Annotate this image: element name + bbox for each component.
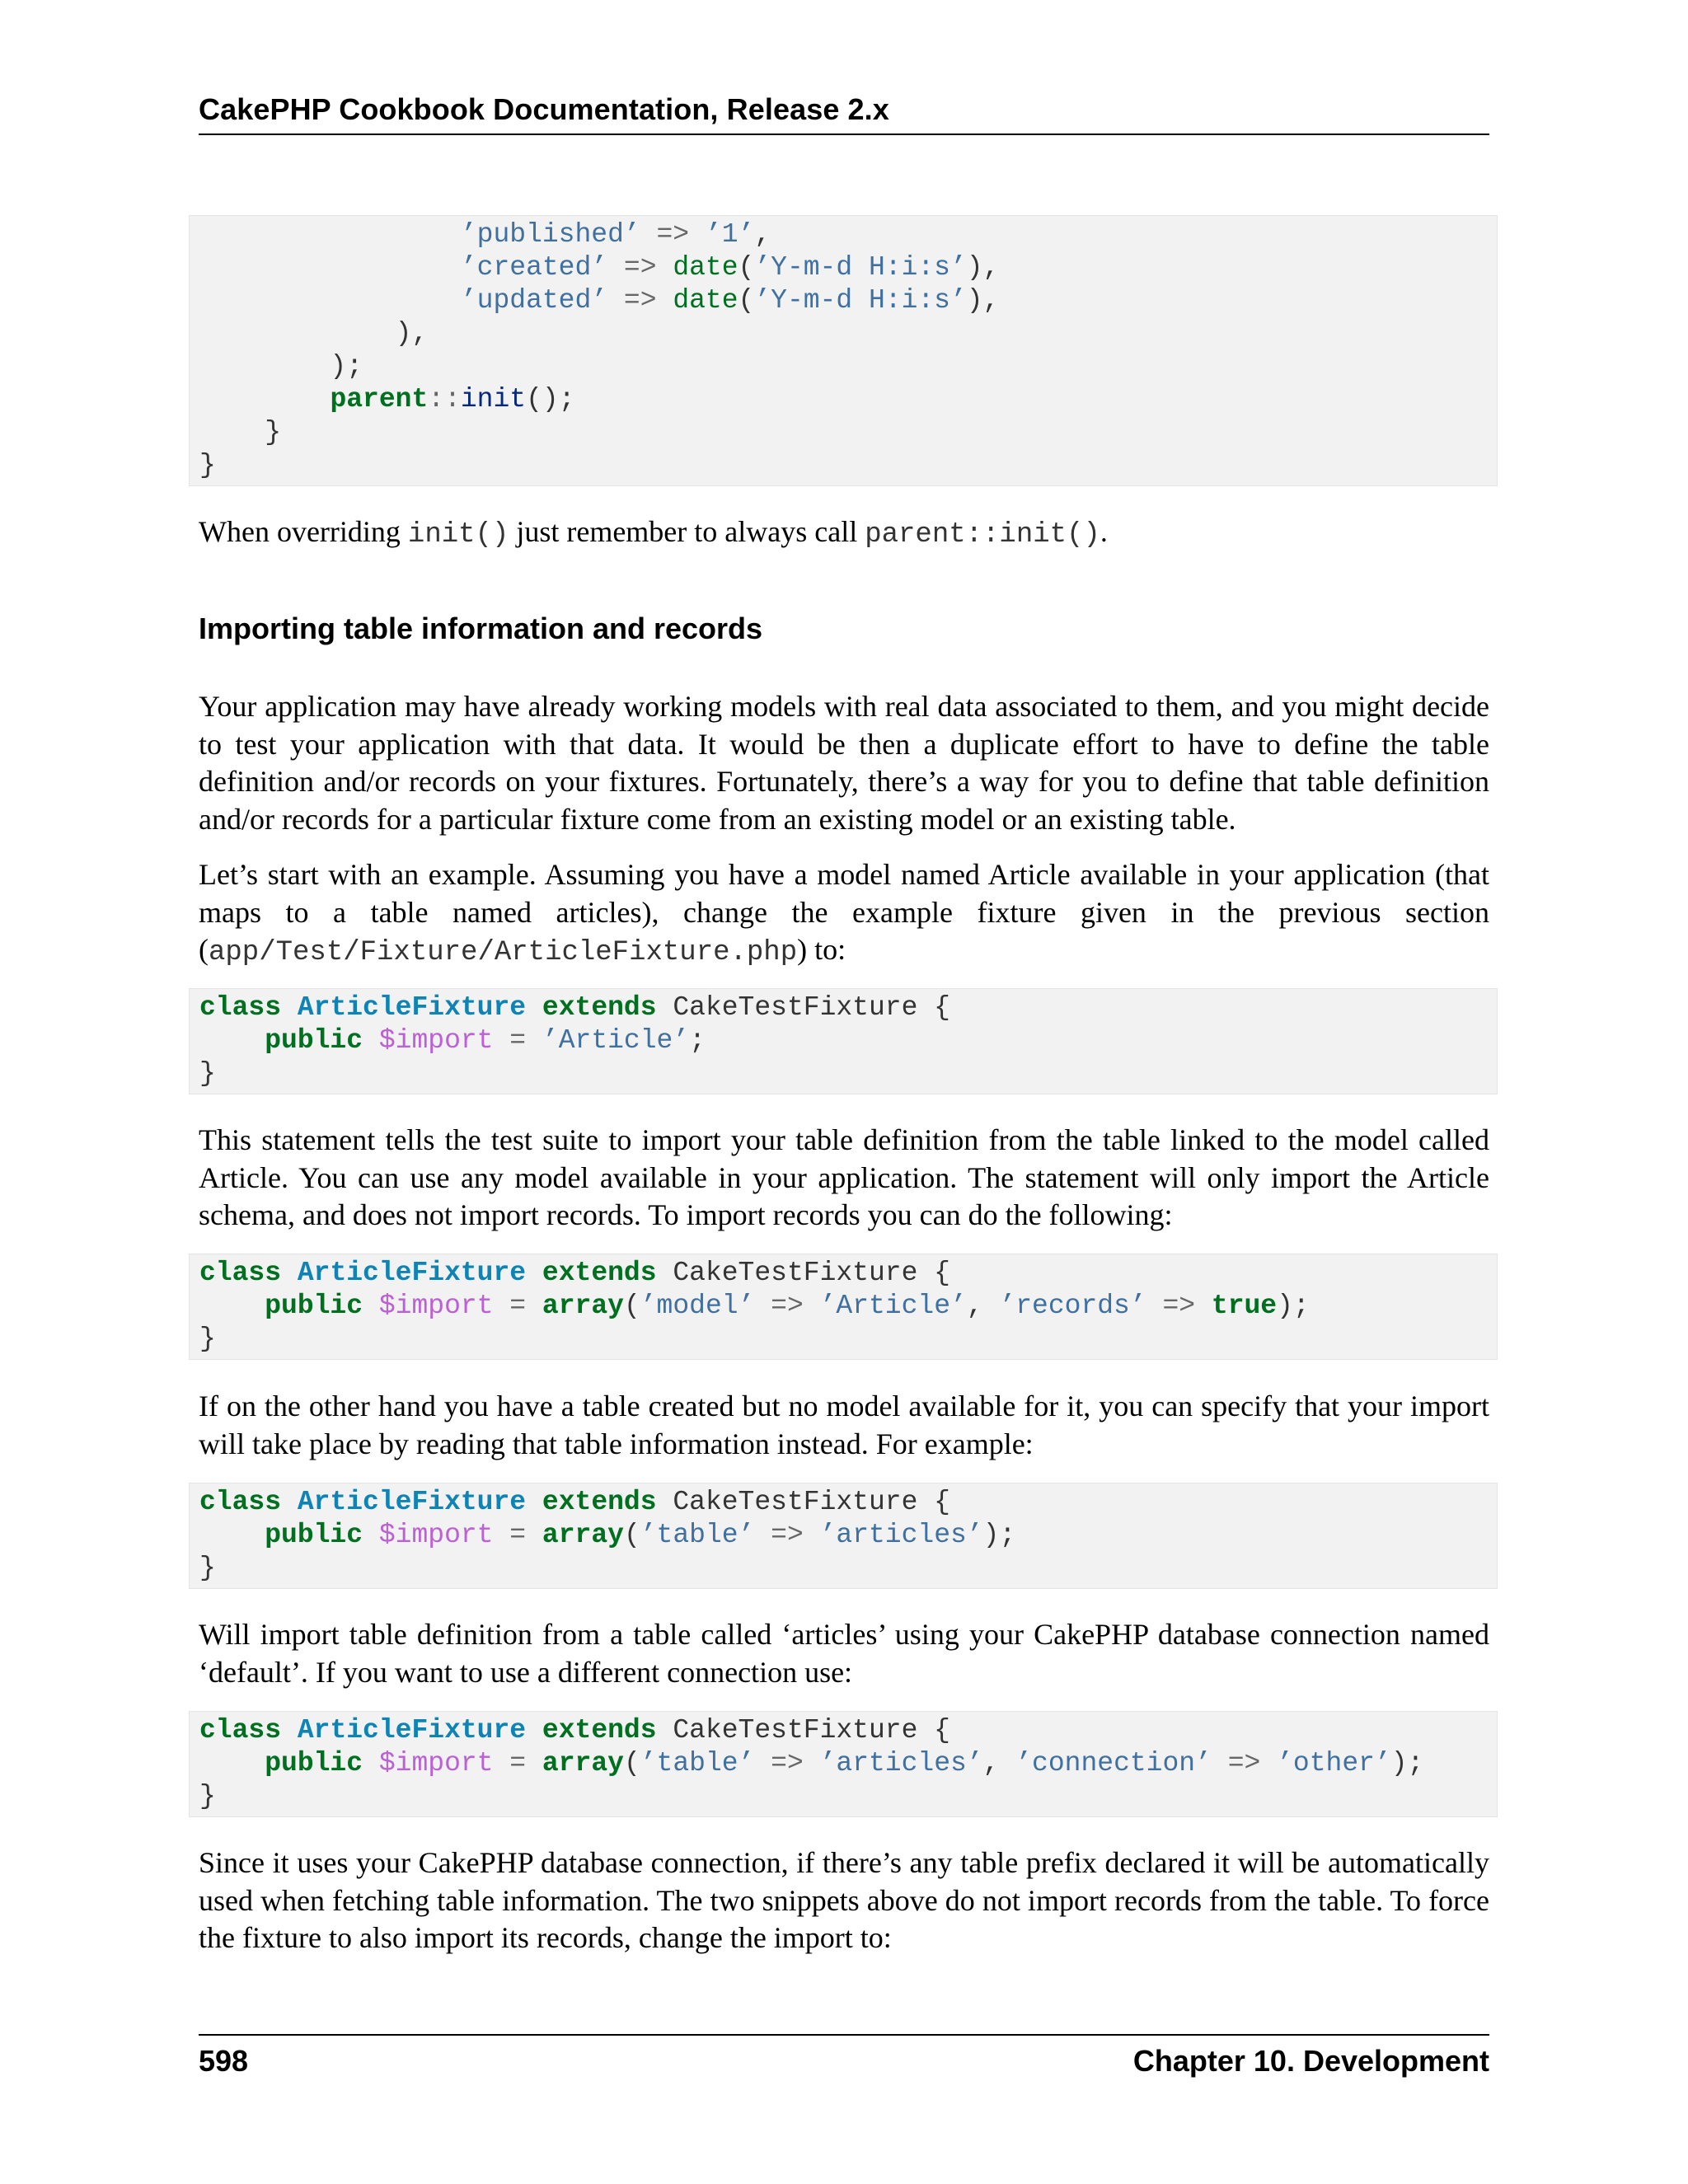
code-token bbox=[526, 1487, 542, 1517]
paragraph-statement: This statement tells the test suite to import your table definition from the table linked to the model called Article. You can use any model available in your application. The statement will only import the Article schema, and does not import records. To import records you can do the following: bbox=[199, 1123, 1489, 1231]
code-token: extends bbox=[542, 1487, 657, 1517]
code-block-import-connection bbox=[189, 1711, 1498, 1817]
code-line bbox=[199, 284, 1497, 317]
code-token: ’Y-m-d H:i:s’ bbox=[754, 285, 967, 316]
code-token: ’connection’ bbox=[1015, 1748, 1212, 1779]
code-line bbox=[199, 218, 1497, 251]
code-token: ArticleFixture bbox=[297, 992, 527, 1023]
paragraph-intro: Your application may have already working models with real data associated to them, and you might decide to test your application with that data. It would be then a duplicate effort to have to define the table definition and/or records on your fixtures. Fortunately, there’s a way for you to define that table definition and/or records for a particular fixture come from an existing model or an existing table. bbox=[199, 690, 1489, 836]
code-token: = bbox=[493, 1025, 542, 1056]
code-line bbox=[199, 317, 1497, 350]
code-token bbox=[199, 219, 461, 250]
code-token bbox=[199, 1291, 265, 1321]
code-token: => bbox=[640, 219, 706, 250]
code-token: ArticleFixture bbox=[297, 1715, 527, 1746]
code-token: ’articles’ bbox=[819, 1520, 983, 1550]
code-token: ); bbox=[1277, 1291, 1310, 1321]
code-line bbox=[199, 1323, 1497, 1356]
code-token: ), bbox=[966, 285, 1000, 316]
code-token: array bbox=[542, 1520, 624, 1550]
code-token: extends bbox=[542, 1258, 657, 1288]
code-block-import-records bbox=[189, 1254, 1498, 1360]
code-line bbox=[199, 1486, 1497, 1519]
running-header-title: CakePHP Cookbook Documentation, Release 2.x bbox=[199, 92, 889, 126]
code-token bbox=[281, 992, 298, 1023]
code-line bbox=[199, 350, 1497, 383]
inline-code-fixture-path: app/Test/Fixture/ArticleFixture.php bbox=[209, 937, 798, 968]
example-text-1: Let’s start with an example. Assuming you have a model named Article available in your application (that maps to a table named articles), change the example fixture given in the previous section ( bbox=[199, 858, 1489, 966]
code-block-import-table bbox=[189, 1483, 1498, 1589]
code-token: => bbox=[607, 252, 673, 283]
code-token: public bbox=[265, 1748, 363, 1779]
code-token: } bbox=[199, 1058, 216, 1089]
code-token: class bbox=[199, 1715, 282, 1746]
code-token: , bbox=[982, 1748, 1016, 1779]
code-token bbox=[363, 1520, 379, 1550]
code-line bbox=[199, 1024, 1497, 1057]
section-heading: Importing table information and records bbox=[199, 612, 763, 645]
code-token: extends bbox=[542, 1715, 657, 1746]
code-token bbox=[199, 1520, 265, 1550]
code-token: class bbox=[199, 1487, 282, 1517]
code-line bbox=[199, 1290, 1497, 1323]
code-token: ’Y-m-d H:i:s’ bbox=[754, 252, 967, 283]
code-token: extends bbox=[542, 992, 657, 1023]
code-token bbox=[363, 1291, 379, 1321]
code-line bbox=[199, 1714, 1497, 1747]
code-line bbox=[199, 1747, 1497, 1780]
code-token: date bbox=[673, 252, 738, 283]
paragraph-default-connection: Will import table definition from a table called ‘articles’ using your CakePHP database connection named ‘default’. If you want to use a different connection use: bbox=[199, 1618, 1489, 1689]
code-token: public bbox=[265, 1520, 363, 1550]
code-token: => bbox=[754, 1291, 820, 1321]
code-token: ’created’ bbox=[460, 252, 608, 283]
code-token: ’other’ bbox=[1277, 1748, 1391, 1779]
code-token: ’Article’ bbox=[819, 1291, 967, 1321]
code-token: ); bbox=[982, 1520, 1016, 1550]
code-token: CakeTestFixture { bbox=[656, 1487, 950, 1517]
code-token: class bbox=[199, 1258, 282, 1288]
code-token bbox=[199, 252, 461, 283]
code-token: ); bbox=[199, 351, 363, 382]
code-token: , bbox=[754, 219, 771, 250]
code-line bbox=[199, 1257, 1497, 1290]
code-token: ’1’ bbox=[705, 219, 755, 250]
code-token: class bbox=[199, 992, 282, 1023]
override-note bbox=[199, 513, 1489, 555]
inline-code-init: init() bbox=[407, 519, 509, 551]
code-token: array bbox=[542, 1748, 624, 1779]
paragraph-example bbox=[199, 856, 1489, 972]
chapter-label: Chapter 10. Development bbox=[1132, 2044, 1489, 2078]
code-token: ( bbox=[623, 1748, 640, 1779]
code-token: ( bbox=[623, 1291, 640, 1321]
code-token: (); bbox=[526, 384, 575, 415]
code-token bbox=[199, 384, 330, 415]
code-token: ( bbox=[738, 252, 755, 283]
code-line bbox=[199, 383, 1497, 416]
code-token: ’records’ bbox=[999, 1291, 1146, 1321]
code-token bbox=[363, 1025, 379, 1056]
code-token: ArticleFixture bbox=[297, 1258, 527, 1288]
code-token: ’published’ bbox=[460, 219, 640, 250]
code-token: ’Article’ bbox=[542, 1025, 690, 1056]
code-token: ’table’ bbox=[640, 1748, 755, 1779]
example-text-2: ) to: bbox=[797, 933, 846, 966]
code-line bbox=[199, 416, 1497, 449]
code-token: ’articles’ bbox=[819, 1748, 983, 1779]
code-token: $import bbox=[378, 1025, 494, 1056]
footer-rule bbox=[199, 2034, 1489, 2036]
code-line bbox=[199, 991, 1497, 1024]
code-token: => bbox=[607, 285, 673, 316]
code-token bbox=[199, 1748, 265, 1779]
code-token: => bbox=[1146, 1291, 1212, 1321]
code-line bbox=[199, 251, 1497, 284]
code-token: ), bbox=[966, 252, 1000, 283]
code-token: CakeTestFixture { bbox=[656, 992, 950, 1023]
code-line bbox=[199, 1519, 1497, 1552]
code-token: ’model’ bbox=[640, 1291, 755, 1321]
code-token: :: bbox=[428, 384, 461, 415]
override-text-3: . bbox=[1100, 515, 1108, 548]
code-token: = bbox=[493, 1748, 542, 1779]
code-token: $import bbox=[378, 1748, 494, 1779]
code-token: CakeTestFixture { bbox=[656, 1715, 950, 1746]
code-token: parent bbox=[330, 384, 429, 415]
page-number: 598 bbox=[199, 2044, 249, 2078]
code-line bbox=[199, 1552, 1497, 1585]
code-line bbox=[199, 1780, 1497, 1813]
paragraph-table-prefix: Since it uses your CakePHP database connection, if there’s any table prefix declared it will be automatically used when fetching table information. The two snippets above do not import records from the table. To force the fixture to also import its records, change the import to: bbox=[199, 1846, 1489, 1954]
code-token: } bbox=[199, 1324, 216, 1354]
code-token: } bbox=[199, 1553, 216, 1583]
code-token: $import bbox=[378, 1520, 494, 1550]
code-token: ), bbox=[199, 318, 429, 349]
code-token: array bbox=[542, 1291, 624, 1321]
paragraph-table-import: If on the other hand you have a table created but no model available for it, you can specify that your import will take place by reading that table information instead. For example: bbox=[199, 1390, 1489, 1460]
code-token: ( bbox=[623, 1520, 640, 1550]
code-token: ’table’ bbox=[640, 1520, 755, 1550]
code-token: public bbox=[265, 1025, 363, 1056]
code-token bbox=[526, 992, 542, 1023]
code-token bbox=[199, 285, 461, 316]
inline-code-parent-init: parent::init() bbox=[865, 519, 1100, 551]
code-token: ; bbox=[689, 1025, 706, 1056]
code-token bbox=[281, 1715, 298, 1746]
code-token: } bbox=[199, 1781, 216, 1811]
code-token: public bbox=[265, 1291, 363, 1321]
code-line bbox=[199, 1057, 1497, 1090]
code-token: => bbox=[754, 1748, 820, 1779]
code-token: = bbox=[493, 1520, 542, 1550]
code-token bbox=[526, 1258, 542, 1288]
code-token bbox=[281, 1258, 298, 1288]
code-token: = bbox=[493, 1291, 542, 1321]
code-token: ArticleFixture bbox=[297, 1487, 527, 1517]
code-token: $import bbox=[378, 1291, 494, 1321]
code-token: => bbox=[1211, 1748, 1278, 1779]
code-block-import-model bbox=[189, 988, 1498, 1094]
code-token: ( bbox=[738, 285, 755, 316]
header-rule bbox=[199, 134, 1489, 135]
code-token: } bbox=[199, 417, 282, 448]
code-token: , bbox=[966, 1291, 1000, 1321]
code-token bbox=[281, 1487, 298, 1517]
code-token: CakeTestFixture { bbox=[656, 1258, 950, 1288]
code-token: => bbox=[754, 1520, 820, 1550]
code-token bbox=[363, 1748, 379, 1779]
code-token: init bbox=[460, 384, 527, 415]
code-token: true bbox=[1211, 1291, 1278, 1321]
code-token bbox=[526, 1715, 542, 1746]
code-line bbox=[199, 449, 1497, 482]
code-token bbox=[199, 1025, 265, 1056]
code-token: ’updated’ bbox=[460, 285, 608, 316]
code-block-init-override bbox=[189, 215, 1498, 486]
override-text-2: just remember to always call bbox=[509, 515, 865, 548]
code-token: ); bbox=[1390, 1748, 1424, 1779]
override-text-1: When overriding bbox=[199, 515, 408, 548]
code-token: } bbox=[199, 450, 216, 480]
code-token: date bbox=[673, 285, 738, 316]
